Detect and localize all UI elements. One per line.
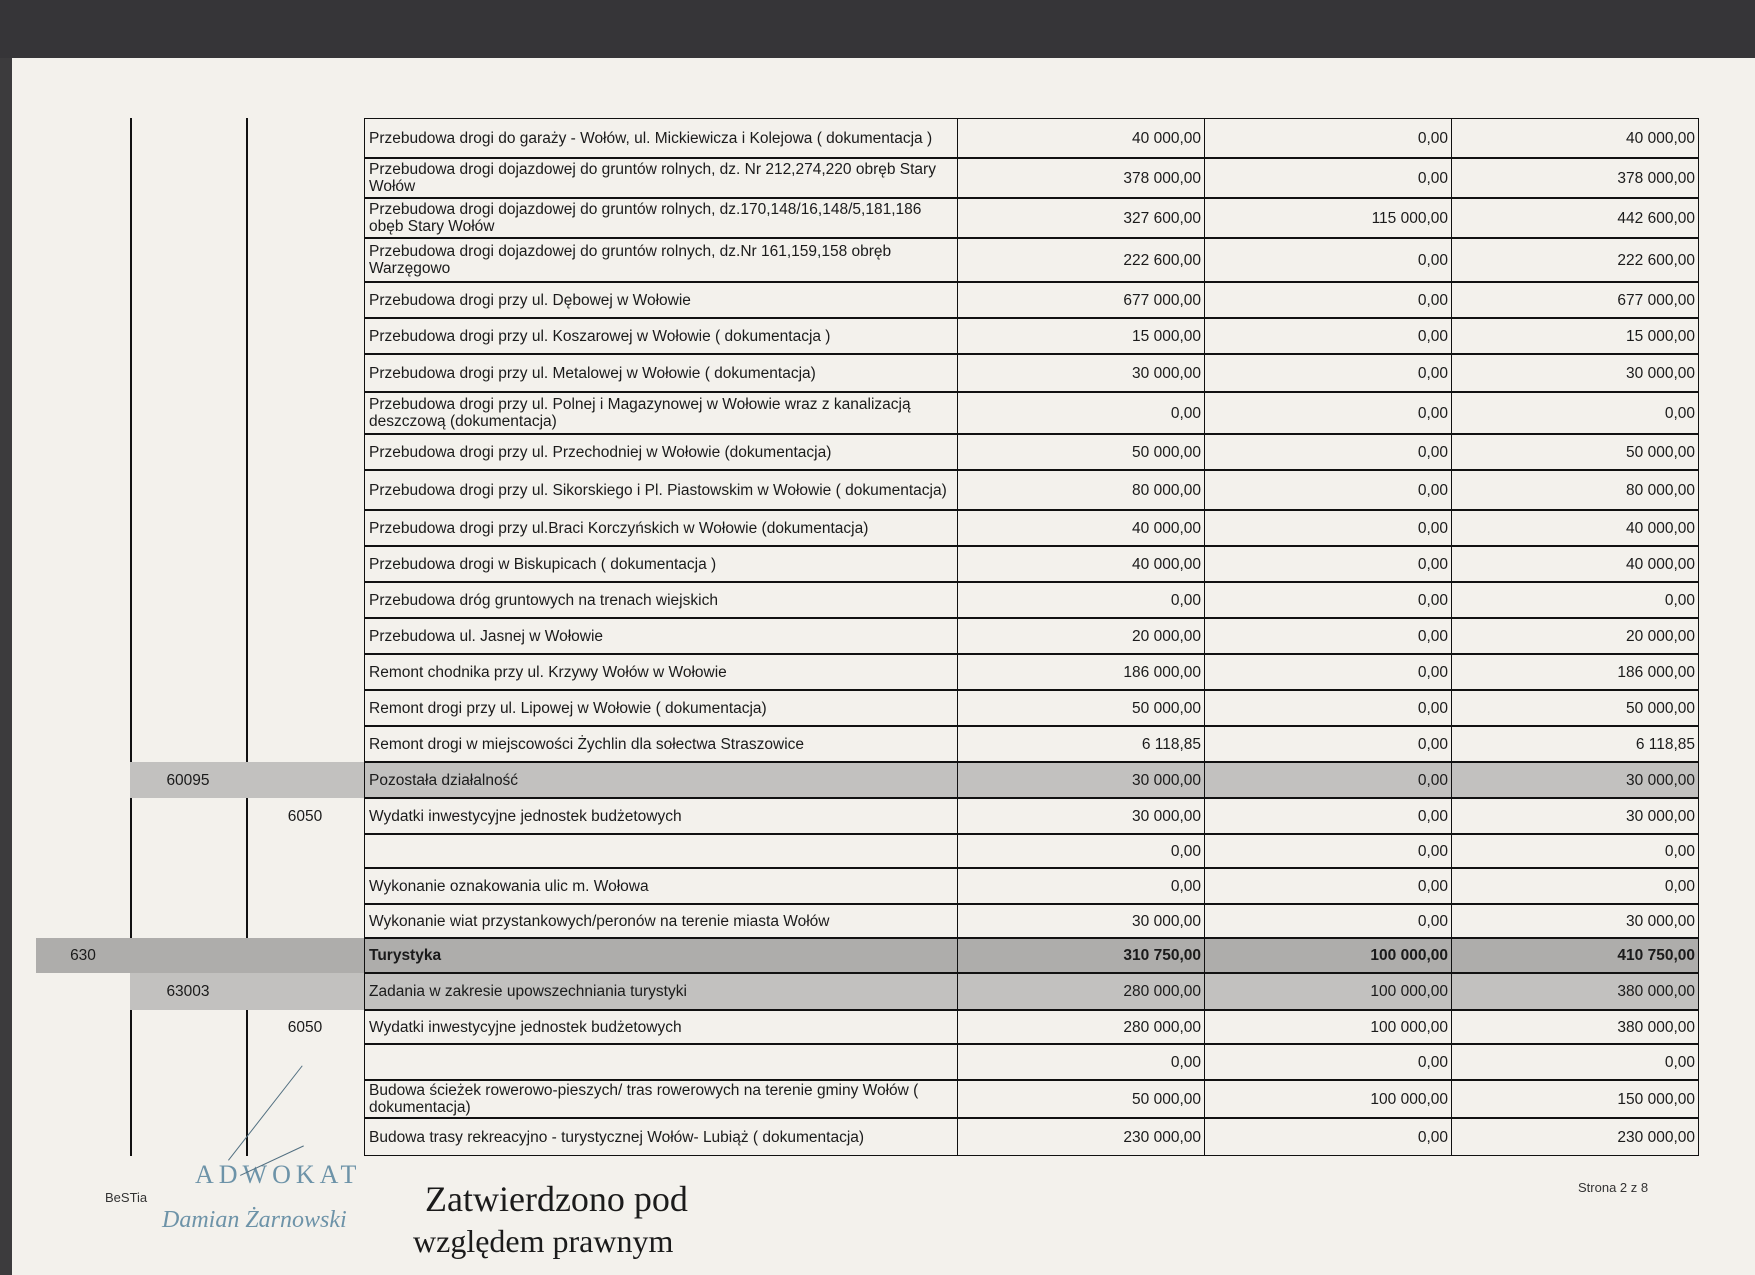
table-row: [364, 318, 1699, 354]
table-row: [364, 434, 1699, 470]
row-description: Wydatki inwestycyjne jednostek budżetowych: [364, 1010, 958, 1044]
table-row: [364, 470, 1699, 510]
value-after-change: 0,00: [1452, 392, 1699, 434]
value-change: 0,00: [1205, 282, 1452, 318]
row-description: Zadania w zakresie upowszechniania turystyki: [364, 973, 958, 1010]
value-plan: 40 000,00: [958, 546, 1205, 582]
stamp-title: ADWOKAT: [195, 1160, 362, 1189]
table-row: [364, 546, 1699, 582]
table-row: [364, 726, 1699, 762]
value-after-change: 677 000,00: [1452, 282, 1699, 318]
table-row-paragraf: [287, 1010, 1699, 1044]
value-plan: 30 000,00: [958, 904, 1205, 938]
value-change: 0,00: [1205, 868, 1452, 904]
dzial-code: 630: [70, 947, 96, 964]
row-description: Przebudowa drogi przy ul. Polnej i Magazynowej w Wołowie wraz z kanalizacją deszczową (dokumentacja): [364, 392, 958, 434]
value-change: 0,00: [1205, 618, 1452, 654]
value-change: 100 000,00: [1205, 938, 1452, 973]
table-row: [364, 618, 1699, 654]
value-change: 0,00: [1205, 510, 1452, 546]
table-row: [364, 690, 1699, 726]
scanner-background: [0, 0, 1755, 58]
row-description: Turystyka: [364, 938, 958, 973]
value-change: 0,00: [1205, 690, 1452, 726]
row-description: Remont drogi w miejscowości Żychlin dla sołectwa Straszowice: [364, 726, 958, 762]
row-description: Przebudowa drogi przy ul.Braci Korczyńskich w Wołowie (dokumentacja): [364, 510, 958, 546]
value-plan: 0,00: [958, 1044, 1205, 1080]
table-row: [364, 1044, 1699, 1080]
value-change: 0,00: [1205, 158, 1452, 198]
value-after-change: 6 118,85: [1452, 726, 1699, 762]
table-row-paragraf: [287, 798, 1699, 834]
value-plan: 30 000,00: [958, 762, 1205, 798]
table-row: [364, 834, 1699, 868]
value-change: 0,00: [1205, 798, 1452, 834]
value-change: 0,00: [1205, 654, 1452, 690]
row-description: Przebudowa ul. Jasnej w Wołowie: [364, 618, 958, 654]
value-plan: 20 000,00: [958, 618, 1205, 654]
value-after-change: 20 000,00: [1452, 618, 1699, 654]
value-after-change: 30 000,00: [1452, 762, 1699, 798]
table-row: [364, 868, 1699, 904]
row-description: Przebudowa drogi przy ul. Metalowej w Wołowie ( dokumentacja): [364, 354, 958, 392]
table-row: [364, 392, 1699, 434]
value-plan: 0,00: [958, 582, 1205, 618]
value-change: 0,00: [1205, 762, 1452, 798]
value-plan: 0,00: [958, 834, 1205, 868]
row-description: Przebudowa drogi przy ul. Koszarowej w Wołowie ( dokumentacja ): [364, 318, 958, 354]
value-plan: 80 000,00: [958, 470, 1205, 510]
stamp-name: Damian Żarnowski: [162, 1207, 347, 1233]
table-left-line-1: [130, 118, 132, 938]
value-after-change: 40 000,00: [1452, 546, 1699, 582]
value-after-change: 150 000,00: [1452, 1080, 1699, 1118]
table-row: [364, 282, 1699, 318]
row-description: Budowa trasy rekreacyjno - turystycznej Wołów- Lubiąż ( dokumentacja): [364, 1118, 958, 1156]
value-change: 100 000,00: [1205, 1010, 1452, 1044]
value-plan: 15 000,00: [958, 318, 1205, 354]
value-plan: 6 118,85: [958, 726, 1205, 762]
value-after-change: 442 600,00: [1452, 198, 1699, 238]
table-row: [364, 198, 1699, 238]
value-change: 115 000,00: [1205, 198, 1452, 238]
value-change: 100 000,00: [1205, 973, 1452, 1010]
approval-line-2: względem prawnym: [413, 1223, 674, 1259]
value-plan: 378 000,00: [958, 158, 1205, 198]
value-after-change: 30 000,00: [1452, 354, 1699, 392]
value-after-change: 186 000,00: [1452, 654, 1699, 690]
table-row: [364, 238, 1699, 282]
value-change: 0,00: [1205, 238, 1452, 282]
value-after-change: 380 000,00: [1452, 1010, 1699, 1044]
value-change: 0,00: [1205, 582, 1452, 618]
row-description: [364, 834, 958, 868]
value-after-change: 15 000,00: [1452, 318, 1699, 354]
rozdzial-code: 60095: [166, 771, 210, 789]
value-after-change: 0,00: [1452, 868, 1699, 904]
value-change: 0,00: [1205, 434, 1452, 470]
table-row: [364, 1118, 1699, 1156]
row-description: Przebudowa drogi przy ul. Sikorskiego i Pl. Piastowskim w Wołowie ( dokumentacja): [364, 470, 958, 510]
row-description: Remont drogi przy ul. Lipowej w Wołowie ( dokumentacja): [364, 690, 958, 726]
value-plan: 0,00: [958, 868, 1205, 904]
table-row-rozdzial: [130, 973, 1699, 1010]
row-description: Przebudowa drogi dojazdowej do gruntów rolnych, dz.170,148/16,148/5,181,186 obęb Stary Wołów: [364, 198, 958, 238]
footer-left-code: BeSTia: [105, 1190, 148, 1205]
value-plan: 310 750,00: [958, 938, 1205, 973]
value-change: 0,00: [1205, 354, 1452, 392]
value-after-change: 0,00: [1452, 834, 1699, 868]
value-after-change: 40 000,00: [1452, 118, 1699, 158]
value-plan: 50 000,00: [958, 1080, 1205, 1118]
value-plan: 40 000,00: [958, 510, 1205, 546]
row-description: Przebudowa drogi dojazdowej do gruntów rolnych, dz.Nr 161,159,158 obręb Warzęgowo: [364, 238, 958, 282]
approval-line-1: Zatwierdzono pod: [425, 1179, 688, 1219]
row-description: Przebudowa drogi przy ul. Przechodniej w Wołowie (dokumentacja): [364, 434, 958, 470]
page-number: Strona 2 z 8: [1578, 1180, 1649, 1195]
table-row-dzial: [36, 938, 1699, 973]
table-row: [364, 1080, 1699, 1118]
value-after-change: 378 000,00: [1452, 158, 1699, 198]
table-row: [364, 510, 1699, 546]
row-description: Przebudowa drogi przy ul. Dębowej w Wołowie: [364, 282, 958, 318]
value-after-change: 50 000,00: [1452, 690, 1699, 726]
value-after-change: 30 000,00: [1452, 798, 1699, 834]
value-plan: 0,00: [958, 392, 1205, 434]
table-row: [364, 158, 1699, 198]
value-change: 0,00: [1205, 834, 1452, 868]
value-after-change: 410 750,00: [1452, 938, 1699, 973]
value-change: 0,00: [1205, 470, 1452, 510]
value-change: 0,00: [1205, 118, 1452, 158]
row-description: Przebudowa drogi w Biskupicach ( dokumentacja ): [364, 546, 958, 582]
value-plan: 280 000,00: [958, 1010, 1205, 1044]
value-change: 0,00: [1205, 726, 1452, 762]
table-row: [364, 582, 1699, 618]
row-description: [364, 1044, 958, 1080]
value-after-change: 380 000,00: [1452, 973, 1699, 1010]
value-plan: 50 000,00: [958, 434, 1205, 470]
value-plan: 30 000,00: [958, 798, 1205, 834]
table-row: [364, 654, 1699, 690]
value-plan: 677 000,00: [958, 282, 1205, 318]
row-description: Przebudowa drogi dojazdowej do gruntów rolnych, dz. Nr 212,274,220 obręb Stary Wołów: [364, 158, 958, 198]
paragraf-code: 6050: [287, 1018, 323, 1036]
row-description: Wykonanie wiat przystankowych/peronów na terenie miasta Wołów: [364, 904, 958, 938]
value-change: 0,00: [1205, 392, 1452, 434]
value-after-change: 50 000,00: [1452, 434, 1699, 470]
value-change: 0,00: [1205, 904, 1452, 938]
value-plan: 230 000,00: [958, 1118, 1205, 1156]
value-after-change: 0,00: [1452, 582, 1699, 618]
table-row: [364, 354, 1699, 392]
value-change: 100 000,00: [1205, 1080, 1452, 1118]
row-description: Pozostała działalność: [364, 762, 958, 798]
row-description: Przebudowa drogi do garaży - Wołów, ul. Mickiewicza i Kolejowa ( dokumentacja ): [364, 118, 958, 158]
value-after-change: 230 000,00: [1452, 1118, 1699, 1156]
row-description: Przebudowa dróg gruntowych na trenach wiejskich: [364, 582, 958, 618]
paragraf-code: 6050: [287, 807, 323, 825]
table-row-rozdzial: [130, 762, 1699, 798]
value-plan: 222 600,00: [958, 238, 1205, 282]
value-plan: 30 000,00: [958, 354, 1205, 392]
value-plan: 186 000,00: [958, 654, 1205, 690]
table-row: [364, 904, 1699, 938]
row-description: Remont chodnika przy ul. Krzywy Wołów w Wołowie: [364, 654, 958, 690]
value-change: 0,00: [1205, 1118, 1452, 1156]
table-row: [364, 118, 1699, 158]
row-description: Wydatki inwestycyjne jednostek budżetowych: [364, 798, 958, 834]
value-after-change: 222 600,00: [1452, 238, 1699, 282]
value-after-change: 80 000,00: [1452, 470, 1699, 510]
row-description: Wykonanie oznakowania ulic m. Wołowa: [364, 868, 958, 904]
value-change: 0,00: [1205, 318, 1452, 354]
value-after-change: 0,00: [1452, 1044, 1699, 1080]
value-plan: 327 600,00: [958, 198, 1205, 238]
rozdzial-code: 63003: [166, 983, 210, 1000]
value-plan: 40 000,00: [958, 118, 1205, 158]
value-change: 0,00: [1205, 1044, 1452, 1080]
value-after-change: 30 000,00: [1452, 904, 1699, 938]
row-description: Budowa ścieżek rowerowo-pieszych/ tras rowerowych na terenie gminy Wołów ( dokumentacja): [364, 1080, 958, 1118]
value-change: 0,00: [1205, 546, 1452, 582]
value-after-change: 40 000,00: [1452, 510, 1699, 546]
value-plan: 280 000,00: [958, 973, 1205, 1010]
value-plan: 50 000,00: [958, 690, 1205, 726]
